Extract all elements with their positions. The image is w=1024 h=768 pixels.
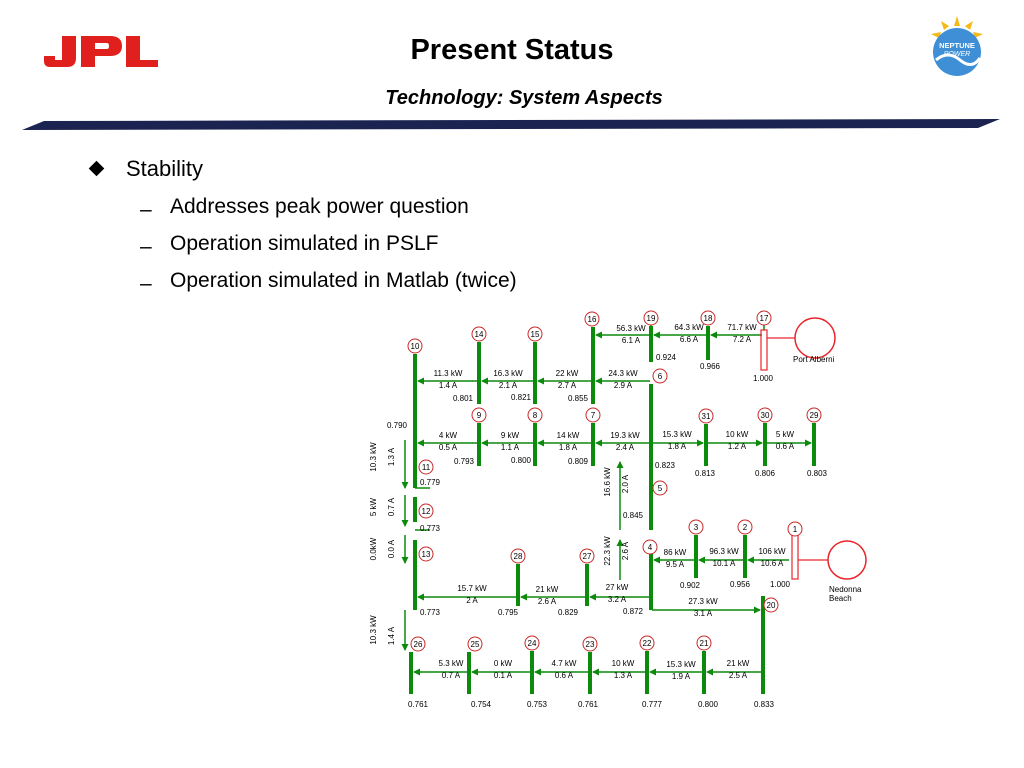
- bus-voltage-label: 0.806: [754, 469, 776, 478]
- bus-node-24: [525, 636, 539, 650]
- flow-power-label: 10 kW: [611, 659, 635, 668]
- bus-node-14: [472, 327, 486, 341]
- flow-current-label: 2.6 A: [537, 597, 557, 606]
- page-title: Present Status: [410, 34, 614, 66]
- flow-power-label: 15.3 kW: [662, 430, 692, 439]
- flow-power-label: 0 kW: [493, 659, 513, 668]
- bus-node-label: 28: [513, 552, 523, 561]
- flow-power-label: 5.3 kW: [438, 659, 464, 668]
- flow-current-label: 3.2 A: [607, 595, 627, 604]
- flow-current-label: 1.3 A: [613, 671, 633, 680]
- bus-node-29: [807, 408, 821, 422]
- bus-node-21: [697, 636, 711, 650]
- bus-node-label: 3: [693, 523, 699, 532]
- flow-current-label: 0.6 A: [554, 671, 574, 680]
- flow-current-label: 6.1 A: [621, 336, 641, 345]
- sub-bullet-2: Operation simulated in PSLF: [170, 232, 439, 255]
- source-label-beach: Beach: [829, 594, 852, 603]
- bus-node-25: [468, 637, 482, 651]
- bus-node-19: [644, 311, 658, 325]
- flow-power-label: 16.3 kW: [493, 369, 523, 378]
- vertical-flow-label: 16.6 kW: [603, 467, 612, 497]
- bus-voltage-label: 0.761: [577, 700, 599, 709]
- bus-node-label: 19: [646, 314, 656, 323]
- bus-voltage-label: 0.809: [567, 457, 589, 466]
- bus-node-9: [472, 408, 486, 422]
- flow-current-label: 1.8 A: [667, 442, 687, 451]
- vertical-flow-label: 0.7 A: [387, 497, 396, 517]
- bus-node-7: [586, 408, 600, 422]
- bus-node-label: 12: [421, 507, 431, 516]
- flow-power-label: 11.3 kW: [433, 369, 463, 378]
- bus-node-label: 26: [413, 640, 423, 649]
- bus-voltage-label: 1.000: [769, 580, 791, 589]
- flow-power-label: 4.7 kW: [551, 659, 577, 668]
- bus-voltage-label: 0.790: [386, 421, 408, 430]
- bus-node-3: [689, 520, 703, 534]
- bus-voltage-label: 0.800: [697, 700, 719, 709]
- vertical-flow-label: 2.0 A: [621, 474, 630, 494]
- bus-node-13: [419, 547, 433, 561]
- flow-power-label: 10 kW: [725, 430, 749, 439]
- bus-node-label: 7: [590, 411, 596, 420]
- bus-node-label: 21: [699, 639, 709, 648]
- bus-node-label: 9: [476, 411, 482, 420]
- bus-node-11: [419, 460, 433, 474]
- badge-text-power: POWER: [943, 51, 971, 58]
- vertical-flow-label: 5 kW: [369, 497, 378, 517]
- bus-node-label: 30: [760, 411, 770, 420]
- flow-current-label: 1.4 A: [438, 381, 458, 390]
- flow-power-label: 56.3 kW: [616, 324, 646, 333]
- bus-voltage-label: 0.845: [622, 511, 644, 520]
- flow-current-label: 2.4 A: [615, 443, 635, 452]
- bus-node-4: [643, 540, 657, 554]
- bus-voltage-label: 0.813: [694, 469, 716, 478]
- flow-current-label: 1.2 A: [727, 442, 747, 451]
- bus-node-label: 15: [530, 330, 540, 339]
- bus-node-label: 22: [642, 639, 652, 648]
- flow-power-label: 9 kW: [500, 431, 520, 440]
- bus-node-label: 24: [527, 639, 537, 648]
- bus-node-6: [653, 369, 667, 383]
- bus-node-label: 2: [742, 523, 748, 532]
- flow-current-label: 0.6 A: [775, 442, 795, 451]
- bus-node-15: [528, 327, 542, 341]
- bus-node-20: [764, 598, 778, 612]
- bus-voltage-label: 0.793: [453, 457, 475, 466]
- bus-voltage-label: 0.773: [419, 608, 441, 617]
- bus-node-label: 16: [587, 315, 597, 324]
- flow-current-label: 0.7 A: [441, 671, 461, 680]
- flow-current-label: 6.6 A: [679, 335, 699, 344]
- flow-current-label: 2.1 A: [498, 381, 518, 390]
- flow-power-label: 4 kW: [438, 431, 458, 440]
- flow-power-label: 5 kW: [775, 430, 795, 439]
- bullet-stability: Stability: [126, 156, 204, 181]
- vertical-flow-label: 0.0 A: [387, 539, 396, 559]
- bus-node-label: 13: [421, 550, 431, 559]
- vertical-flow-label: 0.0kW: [369, 537, 378, 561]
- bus-voltage-label: 0.872: [622, 607, 644, 616]
- source-label-nedonna: Nedonna: [829, 585, 862, 594]
- bus-voltage-label: 0.773: [419, 524, 441, 533]
- bus-voltage-label: 0.801: [452, 394, 474, 403]
- bus-node-label: 29: [809, 411, 819, 420]
- dash-bullet-icon: –: [140, 235, 152, 258]
- badge-text-neptune: NEPTUNE: [939, 41, 975, 50]
- bus-node-label: 31: [701, 412, 711, 421]
- bus-voltage-label: 0.924: [655, 353, 677, 362]
- flow-current-label: 1.1 A: [500, 443, 520, 452]
- flow-current-label: 2 A: [466, 596, 478, 605]
- bus-node-30: [758, 408, 772, 422]
- flow-power-label: 15.7 kW: [457, 584, 487, 593]
- flow-power-label: 22 kW: [555, 369, 579, 378]
- bus-voltage-label: 0.803: [806, 469, 828, 478]
- flow-current-label: 3.1 A: [693, 609, 713, 618]
- flow-power-label: 21 kW: [535, 585, 559, 594]
- flow-current-label: 1.8 A: [558, 443, 578, 452]
- bus-voltage-label: 0.833: [753, 700, 775, 709]
- source-label-port-alberni: Port Alberni: [793, 355, 835, 364]
- bus-node-26: [411, 637, 425, 651]
- sub-bullet-1: Addresses peak power question: [170, 195, 469, 218]
- bus-node-label: 4: [647, 543, 653, 552]
- vertical-flow-label: 1.4 A: [387, 626, 396, 646]
- flow-current-label: 2.5 A: [728, 671, 748, 680]
- bus-voltage-label: 0.795: [497, 608, 519, 617]
- bus-node-8: [528, 408, 542, 422]
- flow-current-label: 1.9 A: [671, 672, 691, 681]
- bus-node-1: [788, 522, 802, 536]
- bus-node-22: [640, 636, 654, 650]
- page-subtitle: Technology: System Aspects: [385, 87, 663, 109]
- bus-voltage-label: 0.902: [679, 581, 701, 590]
- bus-node-label: 11: [421, 463, 431, 472]
- vertical-flow-label: 2.6 A: [621, 541, 630, 561]
- flow-power-label: 27 kW: [605, 583, 629, 592]
- vertical-flow-label: 1.3 A: [387, 447, 396, 467]
- bus-node-12: [419, 504, 433, 518]
- bus-node-label: 18: [703, 314, 713, 323]
- bus-voltage-label: 0.855: [567, 394, 589, 403]
- vertical-flow-label: 10.3 kW: [369, 615, 378, 645]
- bus-node-label: 5: [657, 484, 663, 493]
- bus-voltage-label: 0.800: [510, 456, 532, 465]
- bus-voltage-label: 0.754: [470, 700, 492, 709]
- sub-bullet-3: Operation simulated in Matlab (twice): [170, 269, 517, 292]
- bus-voltage-label: 1.000: [752, 374, 774, 383]
- flow-power-label: 64.3 kW: [674, 323, 704, 332]
- flow-power-label: 14 kW: [556, 431, 580, 440]
- flow-current-label: 10.1 A: [712, 559, 736, 568]
- flow-current-label: 2.9 A: [613, 381, 633, 390]
- bus-node-28: [511, 549, 525, 563]
- bus-node-27: [580, 549, 594, 563]
- bus-voltage-label: 0.777: [641, 700, 663, 709]
- flow-power-label: 19.3 kW: [610, 431, 640, 440]
- bus-node-10: [408, 339, 422, 353]
- flow-power-label: 106 kW: [758, 547, 786, 556]
- flow-power-label: 24.3 kW: [608, 369, 638, 378]
- flow-current-label: 0.1 A: [493, 671, 513, 680]
- bus-node-31: [699, 409, 713, 423]
- flow-power-label: 96.3 kW: [709, 547, 739, 556]
- bus-node-label: 14: [474, 330, 484, 339]
- bus-voltage-label: 0.823: [654, 461, 676, 470]
- dash-bullet-icon: –: [140, 198, 152, 221]
- flow-power-label: 15.3 kW: [666, 660, 696, 669]
- bus-node-label: 1: [792, 525, 798, 534]
- bus-voltage-label: 0.753: [526, 700, 548, 709]
- flow-power-label: 27.3 kW: [688, 597, 718, 606]
- bus-node-5: [653, 481, 667, 495]
- flow-current-label: 10.6 A: [760, 559, 784, 568]
- bus-voltage-label: 0.779: [419, 478, 441, 487]
- bus-node-label: 27: [582, 552, 592, 561]
- bus-voltage-label: 0.821: [510, 393, 532, 402]
- bus-node-label: 6: [657, 372, 663, 381]
- bus-node-label: 23: [585, 640, 595, 649]
- vertical-flow-label: 22.3 kW: [603, 536, 612, 566]
- bus-node-label: 20: [766, 601, 776, 610]
- bus-node-label: 17: [759, 314, 769, 323]
- bus-node-label: 8: [532, 411, 538, 420]
- bus-node-23: [583, 637, 597, 651]
- flow-current-label: 7.2 A: [732, 335, 752, 344]
- flow-current-label: 0.5 A: [438, 443, 458, 452]
- bus-voltage-label: 0.966: [699, 362, 721, 371]
- flow-power-label: 86 kW: [663, 548, 687, 557]
- bus-node-label: 25: [470, 640, 480, 649]
- bus-node-16: [585, 312, 599, 326]
- flow-power-label: 71.7 kW: [727, 323, 757, 332]
- bus-voltage-label: 0.829: [557, 608, 579, 617]
- flow-current-label: 9.5 A: [665, 560, 685, 569]
- dash-bullet-icon: –: [140, 272, 152, 295]
- flow-power-label: 21 kW: [726, 659, 750, 668]
- bus-node-2: [738, 520, 752, 534]
- bus-voltage-label: 0.956: [729, 580, 751, 589]
- flow-current-label: 2.7 A: [557, 381, 577, 390]
- vertical-flow-label: 10.3 kW: [369, 442, 378, 472]
- bus-voltage-label: 0.761: [407, 700, 429, 709]
- bus-node-label: 10: [410, 342, 420, 351]
- bus-node-17: [757, 311, 771, 325]
